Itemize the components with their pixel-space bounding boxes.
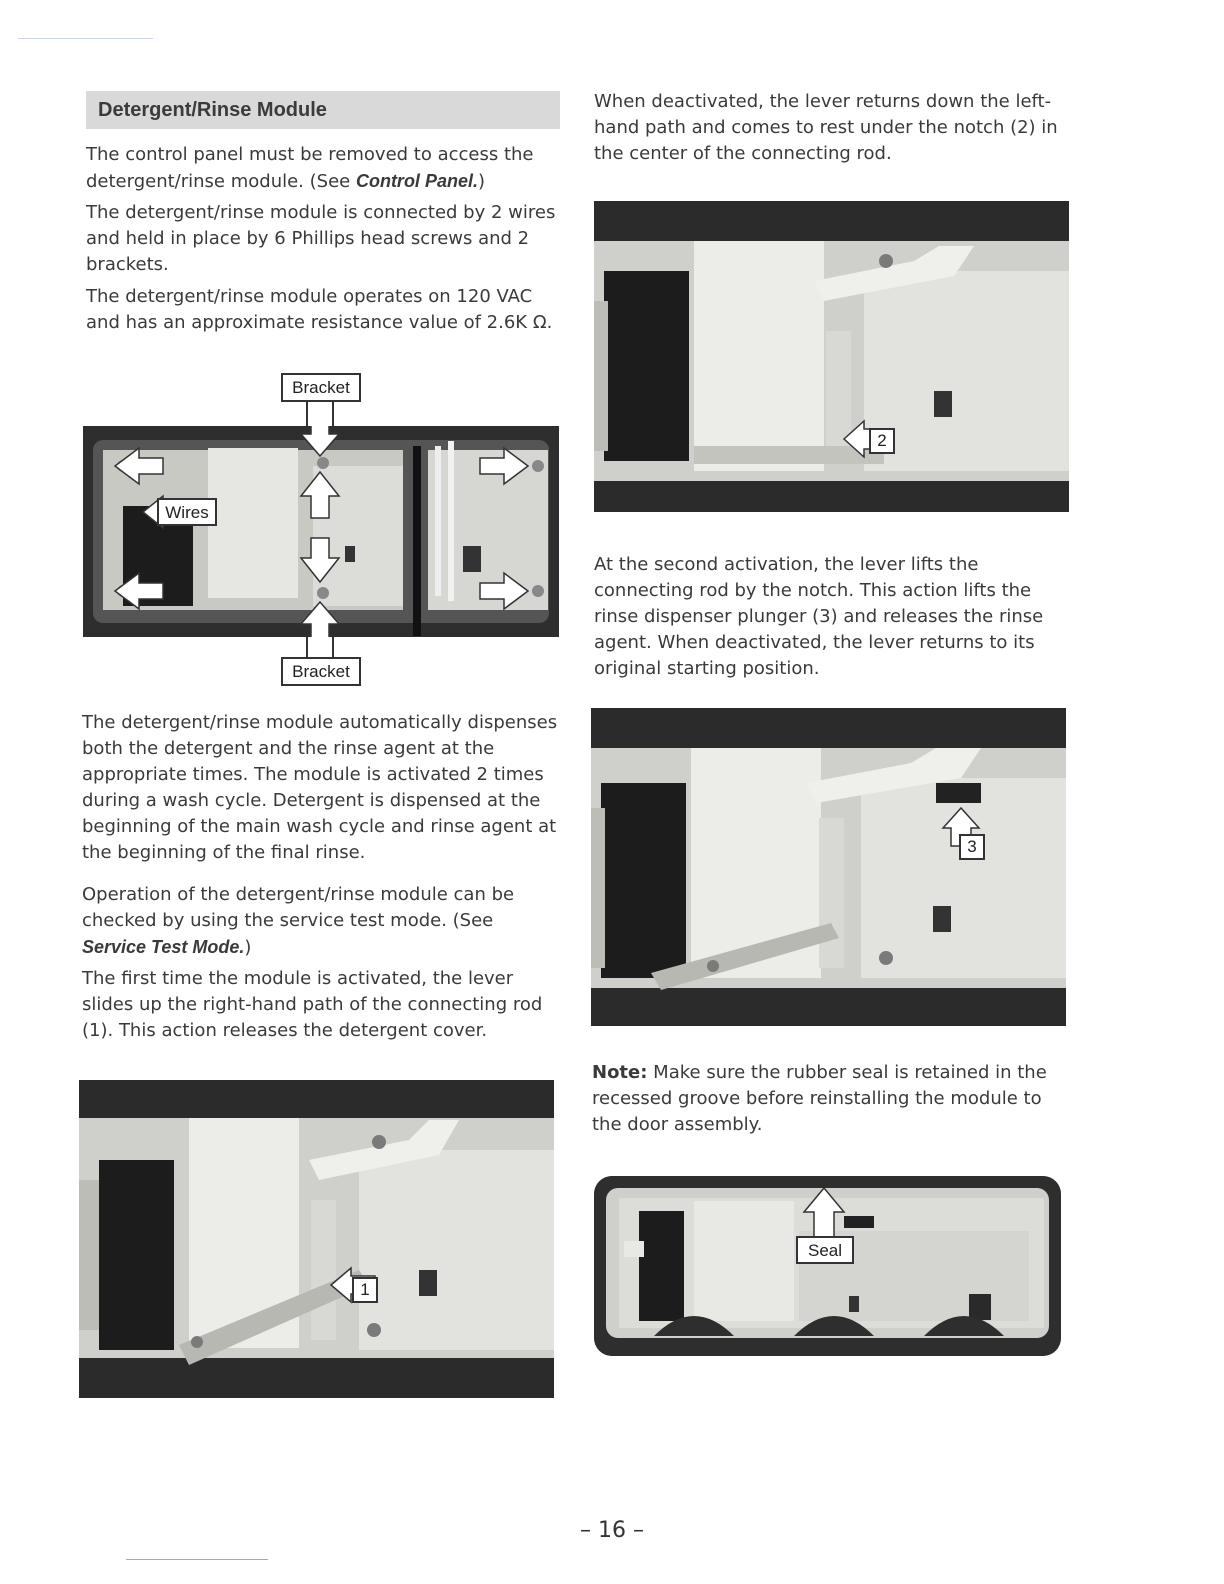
rod-1-label: 1 (352, 1277, 378, 1303)
module-installed-photo (83, 426, 559, 637)
page-number: – 16 – (580, 1518, 644, 1543)
service-test-mode-reference: Service Test Mode. (82, 937, 245, 957)
rinse-plunger-photo (591, 708, 1066, 1026)
section-title: Detergent/Rinse Module (86, 91, 560, 129)
note-label: Note: (592, 1062, 648, 1083)
notch-2-label: 2 (869, 428, 895, 454)
wires-label: Wires (157, 498, 217, 526)
plunger-3-label: 3 (959, 834, 985, 860)
bracket-top-label: Bracket (281, 373, 361, 402)
notch-photo (594, 201, 1069, 512)
paragraph-resistance: The detergent/rinse module operates on 120 VAC and has an approximate resistance value of 2.6K Ω. (86, 286, 553, 333)
bracket-bottom-arrow-shaft (306, 637, 334, 659)
rubber-seal-photo (594, 1176, 1061, 1356)
top-rule (18, 38, 153, 39)
paragraph-second-activation: At the second activation, the lever lifts the connecting rod by the notch. This action lifts the rinse dispenser plunger (3) and releases the rinse agent. When deactivated, the lever returns to its original starting position. (594, 554, 1044, 679)
bracket-bottom-label: Bracket (281, 657, 361, 686)
paragraph-first-activation: The first time the module is activated, the lever slides up the right-hand path of the connecting rod (1). This action releases the detergent cover. (82, 968, 543, 1041)
paragraph-service-test: Operation of the detergent/rinse module can be checked by using the service test mode. (See Service Test Mode.) (82, 884, 515, 958)
paragraph-deactivated: When deactivated, the lever returns down the left-hand path and comes to rest under the notch (2) in the center of the connecting rod. (594, 91, 1058, 164)
bottom-rule (126, 1559, 268, 1560)
paragraph-connection: The detergent/rinse module is connected by 2 wires and held in place by 6 Phillips head screws and 2 brackets. (86, 202, 556, 275)
control-panel-reference: Control Panel. (355, 171, 478, 191)
note-paragraph: Note: Make sure the rubber seal is retained in the recessed groove before reinstalling the module to the door assembly. (592, 1062, 1047, 1135)
connecting-rod-photo (79, 1080, 554, 1398)
paragraph-access: The control panel must be removed to access the detergent/rinse module. (See Control Panel.) (86, 144, 534, 192)
paragraph-automatic-dispense: The detergent/rinse module automatically dispenses both the detergent and the rinse agent at the appropriate times. The module is activated 2 times during a wash cycle. Detergent is dispensed at the beginning of the main wash cycle and rinse agent at the beginning of the final rinse. (82, 712, 558, 863)
bracket-top-arrow-shaft (306, 402, 334, 426)
seal-label: Seal (796, 1236, 854, 1264)
